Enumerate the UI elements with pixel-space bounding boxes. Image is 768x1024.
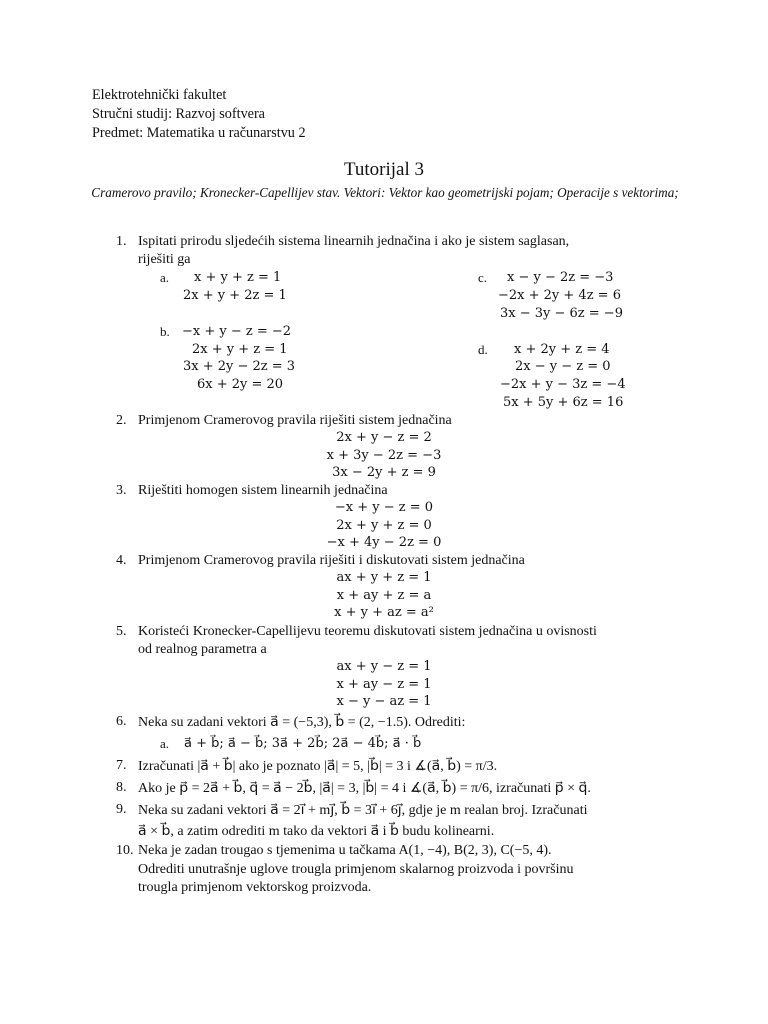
task-7-text: Izračunati |a⃗ + b⃗| ako je poznato |a⃗| = 5, |b⃗| = 3 i ∡(a⃗, b⃗) = π/3.: [138, 759, 498, 774]
task-2-text: Primjenom Cramerovog pravila riješiti sistem jednačina: [138, 413, 452, 428]
task-1c-equation: 3x − 3y − 6z = −9: [500, 306, 623, 321]
study-program: Stručni studij: Razvoj softvera: [92, 106, 265, 122]
task-8-number: 8.: [116, 780, 127, 795]
document-header: [92, 86, 306, 143]
page-subtitle: Cramerovo pravilo; Kronecker-Capellijev stav. Vektori: Vektor kao geometrijski pojam; Operacije s vektorima;: [91, 185, 679, 200]
page-title: Tutorijal 3: [343, 159, 425, 180]
task-2-equation: 3x − 2y + z = 9: [332, 465, 436, 480]
task-1c-label: c.: [478, 270, 488, 285]
task-1b-equation: 6x + 2y = 20: [197, 377, 284, 392]
task-1a-equation: 2x + y + 2z = 1: [183, 288, 287, 303]
task-1c-equation: −2x + 2y + 4z = 6: [498, 288, 621, 303]
task-4-text: Primjenom Cramerovog pravila riješiti i diskutovati sistem jednačina: [138, 553, 525, 568]
task-5-text-line1: Koristeći Kronecker-Capellijevu teoremu diskutovati sistem jednačina u ovisnosti: [138, 624, 597, 639]
task-1d-equation: −2x + y − 3z = −4: [500, 377, 626, 392]
task-3-text: Riještiti homogen sistem linearnih jednačina: [138, 483, 388, 498]
task-1a-equation: x + y + z = 1: [194, 270, 282, 285]
task-10-text-line2: Odrediti unutrašnje uglove trougla primjenom skalarnog proizvoda i površinu: [138, 862, 574, 877]
task-7-number: 7.: [116, 758, 127, 773]
task-1-number: 1.: [116, 234, 127, 249]
task-9-text-line1: Neka su zadani vektori a⃗ = 2i⃗ + mj⃗, b⃗ = 3i⃗ + 6j⃗, gdje je m realan broj. Izračunati: [138, 803, 588, 818]
task-3-equation: −x + y − z = 0: [334, 500, 434, 515]
task-6-number: 6.: [116, 714, 127, 729]
task-1d-equation: 2x − y − z = 0: [515, 359, 611, 374]
task-6a-label: a.: [160, 736, 170, 751]
task-1c-equation: x − y − 2z = −3: [507, 270, 614, 285]
task-1-text-line2: riješiti ga: [138, 252, 191, 267]
task-9-number: 9.: [116, 802, 127, 817]
task-5-equation: x + ay − z = 1: [336, 677, 432, 692]
task-2-equation: x + 3y − 2z = −3: [326, 448, 442, 463]
task-10-number: 10.: [116, 843, 134, 858]
task-1-text-line1: Ispitati prirodu sljedećih sistema linearnih jednačina i ako je sistem saglasan,: [138, 234, 570, 249]
task-6-text: Neka su zadani vektori a⃗ = (−5,3), b⃗ = (2, −1.5). Odrediti:: [138, 715, 466, 730]
task-1b-label: b.: [160, 324, 170, 339]
task-9-text-line2: a⃗ × b⃗, a zatim odrediti m tako da vektori a⃗ i b⃗ budu kolinearni.: [138, 824, 495, 839]
task-3-number: 3.: [116, 483, 127, 498]
task-5-equation: x − y − az = 1: [336, 694, 432, 709]
task-4-equation: x + ay + z = a: [336, 588, 432, 603]
course-name: Predmet: Matematika u računarstvu 2: [92, 125, 306, 141]
task-1b-equation: −x + y − z = −2: [182, 324, 292, 339]
task-10-text-line3: trougla primjenom vektorskog proizvoda.: [138, 880, 372, 895]
task-8-text: Ako je p⃗ = 2a⃗ + b⃗, q⃗ = a⃗ − 2b⃗, |a⃗| = 3, |b⃗| = 4 i ∡(a⃗, b⃗) = π/6, izračunati p⃗ × q⃗.: [138, 781, 591, 796]
task-1b-equation: 2x + y + z = 1: [192, 342, 288, 357]
task-3-equation: −x + 4y − 2z = 0: [326, 535, 442, 550]
task-1d-equation: 5x + 5y + 6z = 16: [503, 395, 624, 410]
task-5-number: 5.: [116, 624, 127, 639]
task-2-number: 2.: [116, 413, 127, 428]
task-2-equation: 2x + y − z = 2: [336, 430, 432, 445]
task-5-equation: ax + y − z = 1: [336, 659, 432, 674]
task-3-equation: 2x + y + z = 0: [336, 518, 432, 533]
task-10-text-line1: Neka je zadan trougao s tjemenima u tačkama A(1, −4), B(2, 3), C(−5, 4).: [138, 843, 552, 858]
task-6a-expressions: a⃗ + b⃗; a⃗ − b⃗; 3a⃗ + 2b⃗; 2a⃗ − 4b⃗; a⃗ · b⃗: [184, 736, 422, 751]
task-5-text-line2: od realnog parametra a: [138, 642, 267, 657]
task-1a-label: a.: [160, 270, 170, 285]
task-1d-equation: x + 2y + z = 4: [514, 342, 610, 357]
task-1b-equation: 3x + 2y − 2z = 3: [183, 359, 296, 374]
task-4-equation: ax + y + z = 1: [336, 570, 432, 585]
task-4-equation: x + y + az = a²: [334, 605, 434, 620]
task-4-number: 4.: [116, 553, 127, 568]
task-1d-label: d.: [478, 342, 488, 357]
faculty-name: Elektrotehnički fakultet: [92, 87, 227, 103]
